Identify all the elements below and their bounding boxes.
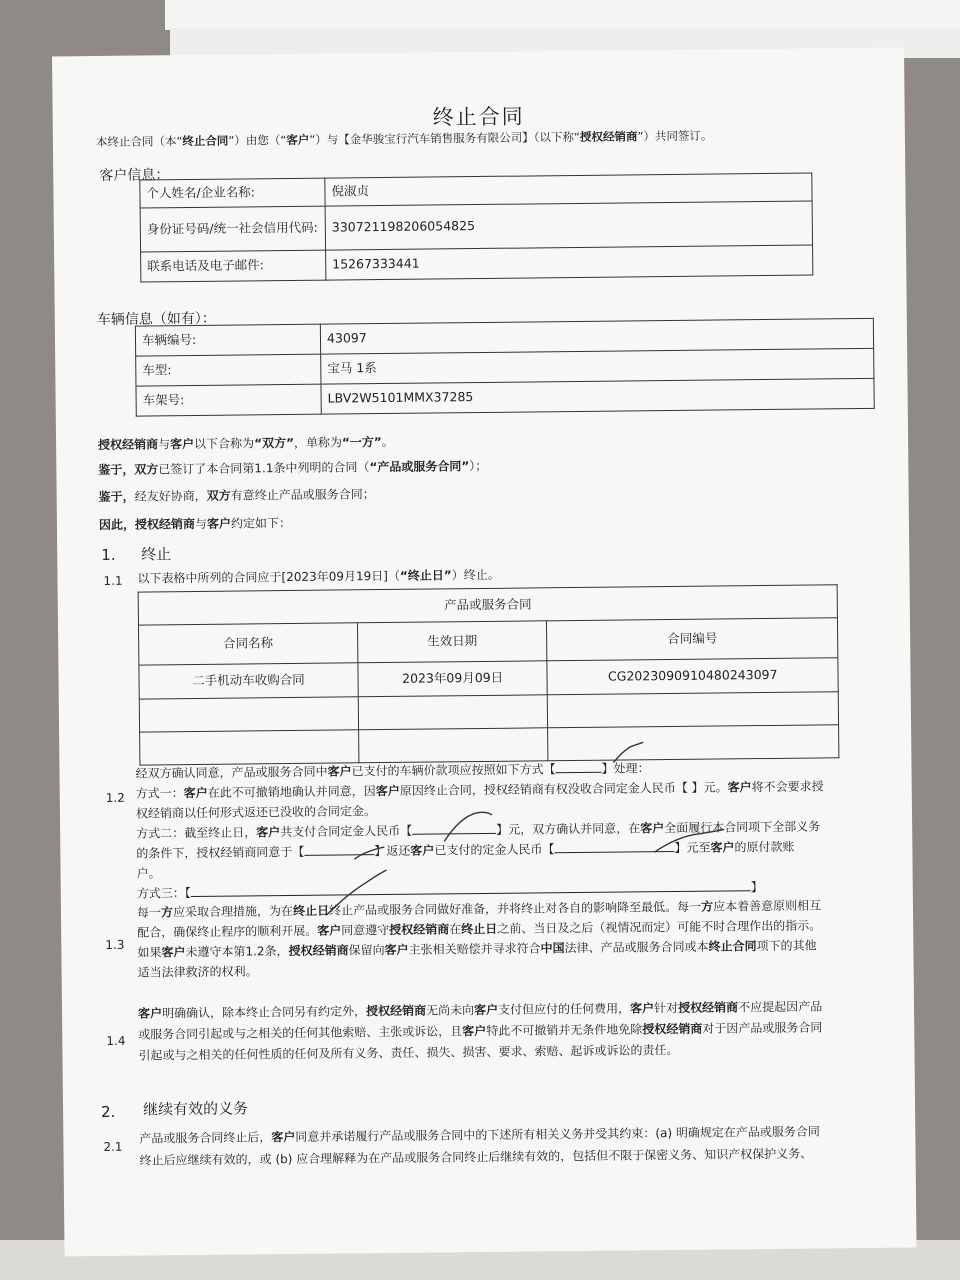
handwritten-slash-mark — [350, 843, 390, 863]
clause-1-3-text: 每一方应采取合理措施，为在终止日终止产品或服务合同做好准备，并将终止对各自的影响降至最低。每一方应本着善意原则相互 配合，确保终止程序的顺利开展。客户同意遵守授权经销商在终止日之前、当日及之后（视情况而定）可能不时合理作出的指示。 如果客户未遵守本第1.2条，授权经销商保留向客户主张相关赔偿并寻求符合中国法律、产品或服务合同或本终止合同项下的其他 适当法律救济的权利。 — [136, 898, 822, 980]
recital-parties: 授权经销商与客户以下合称为“双方”，单称为“一方”。 — [98, 434, 394, 452]
customer-id-label: 身份证号码/统一社会信用代码: — [140, 206, 325, 252]
clause-1-4-number: 1.4 — [106, 1033, 126, 1048]
clause-1-1-text: 以下表格中所列的合同应于[2023年09月19日]（“终止日”）终止。 — [137, 567, 500, 586]
customer-info-table — [139, 173, 813, 283]
customer-row-contact — [141, 245, 813, 282]
vehicle-row-vin — [136, 378, 874, 416]
contract-number-cell: CG2023090910480243097 — [547, 658, 838, 695]
recital-whereas-2: 鉴于，经友好协商，双方有意终止产品或服务合同； — [98, 487, 375, 504]
clause-1-3-number: 1.3 — [105, 937, 125, 952]
contract-table — [138, 584, 840, 765]
customer-id-value: 330721198206054825 — [325, 201, 812, 250]
header-effective-date: 生效日期 — [357, 621, 547, 663]
intro-paragraph: 本终止合同（本“终止合同”）由您（“客户”）与【金华骏宝行汽车销售服务有限公司】（以下称“授权经销商”）共同签订。 — [95, 128, 713, 150]
contract-date-cell — [358, 695, 548, 730]
handwritten-slash-mark — [440, 807, 500, 848]
vehicle-info-table — [135, 318, 875, 417]
clause-2-1-text: 产品或服务合同终止后，客户同意并承诺履行产品或服务合同中的下述所有相关义务并受其约束：(a) 明确规定在产品或服务合同 终止后应继续有效的，或 (b) 应合理解释为在产品或服务合同终止后继续有效的，包括但不限于保密义务、知识产权保护义务、 — [139, 1124, 820, 1168]
vehicle-number-label: 车辆编号: — [135, 324, 320, 356]
vehicle-model-value: 宝马 1系 — [321, 348, 874, 384]
background-sheet-top — [165, 0, 960, 30]
recital-whereas-1: 鉴于，双方已签订了本合同第1.1条中列明的合同（“产品或服务合同”）； — [98, 458, 488, 477]
section-2-number: 2. — [100, 1102, 116, 1122]
customer-name-label: 个人姓名/企业名称: — [140, 178, 325, 208]
contract-name-cell — [140, 730, 359, 765]
recital-therefore: 因此，授权经销商与客户约定如下： — [98, 515, 292, 532]
customer-row-id — [140, 201, 812, 252]
customer-contact-value: 15267333441 — [326, 245, 813, 280]
handwritten-slash-mark — [650, 827, 730, 858]
vehicle-vin-label: 车架号: — [136, 384, 321, 416]
header-contract-number: 合同编号 — [547, 618, 838, 661]
section-1-number: 1. — [101, 545, 116, 564]
customer-contact-label: 联系电话及电子邮件: — [141, 250, 326, 282]
document-title: 终止合同 — [432, 104, 525, 130]
section-2-title: 继续有效的义务 — [142, 1099, 249, 1119]
section-1-title: 终止 — [141, 545, 172, 564]
customer-info-heading: 客户信息： — [99, 167, 170, 184]
contract-date-cell: 2023年09月09日 — [358, 661, 548, 697]
contract-name-cell — [139, 697, 358, 732]
contract-number-cell — [548, 692, 839, 728]
handwritten-check-mark — [609, 740, 649, 770]
clause-1-2-number: 1.2 — [105, 790, 125, 805]
document-page — [52, 48, 917, 1257]
vehicle-number-value: 43097 — [320, 318, 873, 354]
clause-1-1-number: 1.1 — [103, 573, 123, 588]
clause-1-2-text: 经双方确认同意，产品或服务合同中客户已支付的车辆价款项应按照如下方式【 】处理： 方式一：客户在此不可撤销地确认并同意，因客户原因终止合同，授权经销商有权没收合同定金人民币【 】元。客户将不会要求授 权经销商以任何形式返还已没收的合同定金。 方式二：截至终止日，客户共支付合同定金人民币【 】元，双方确认并同意，在客户全面履行本合同项下全部义务 的条件下，授权经销商同意于【 】返还客户已支付的定金人民币【 】元至客户的原付款账 户。 方式三：【 】 — [135, 761, 824, 901]
clause-1-4-text: 客户明确确认，除本终止合同另有约定外，授权经销商无尚未向客户支付但应付的任何费用，客户针对授权经销商不应提起因产品 或服务合同引起或与之相关的任何其他索赔、主张或诉讼，且客户特此不可撤销并无条件地免除授权经销商对于因产品或服务合同 引起或与之相关的任何性质的任何及所有义务、责任、损失、损害、要求、索赔、起诉或诉讼的责任。 — [137, 999, 823, 1063]
vehicle-vin-value: LBV2W5101MMX37285 — [321, 378, 874, 414]
contract-table-caption: 产品或服务合同 — [138, 585, 837, 625]
vehicle-info-heading: 车辆信息（如有）： — [96, 310, 216, 329]
vehicle-model-label: 车型: — [136, 354, 321, 386]
contract-date-cell — [358, 728, 548, 763]
clause-2-1-number: 2.1 — [103, 1139, 123, 1154]
header-contract-name: 合同名称 — [138, 623, 357, 665]
customer-name-value: 倪淑贞 — [325, 173, 812, 206]
contract-number-cell — [548, 725, 839, 761]
contract-name-cell: 二手机动车收购合同 — [139, 663, 358, 699]
